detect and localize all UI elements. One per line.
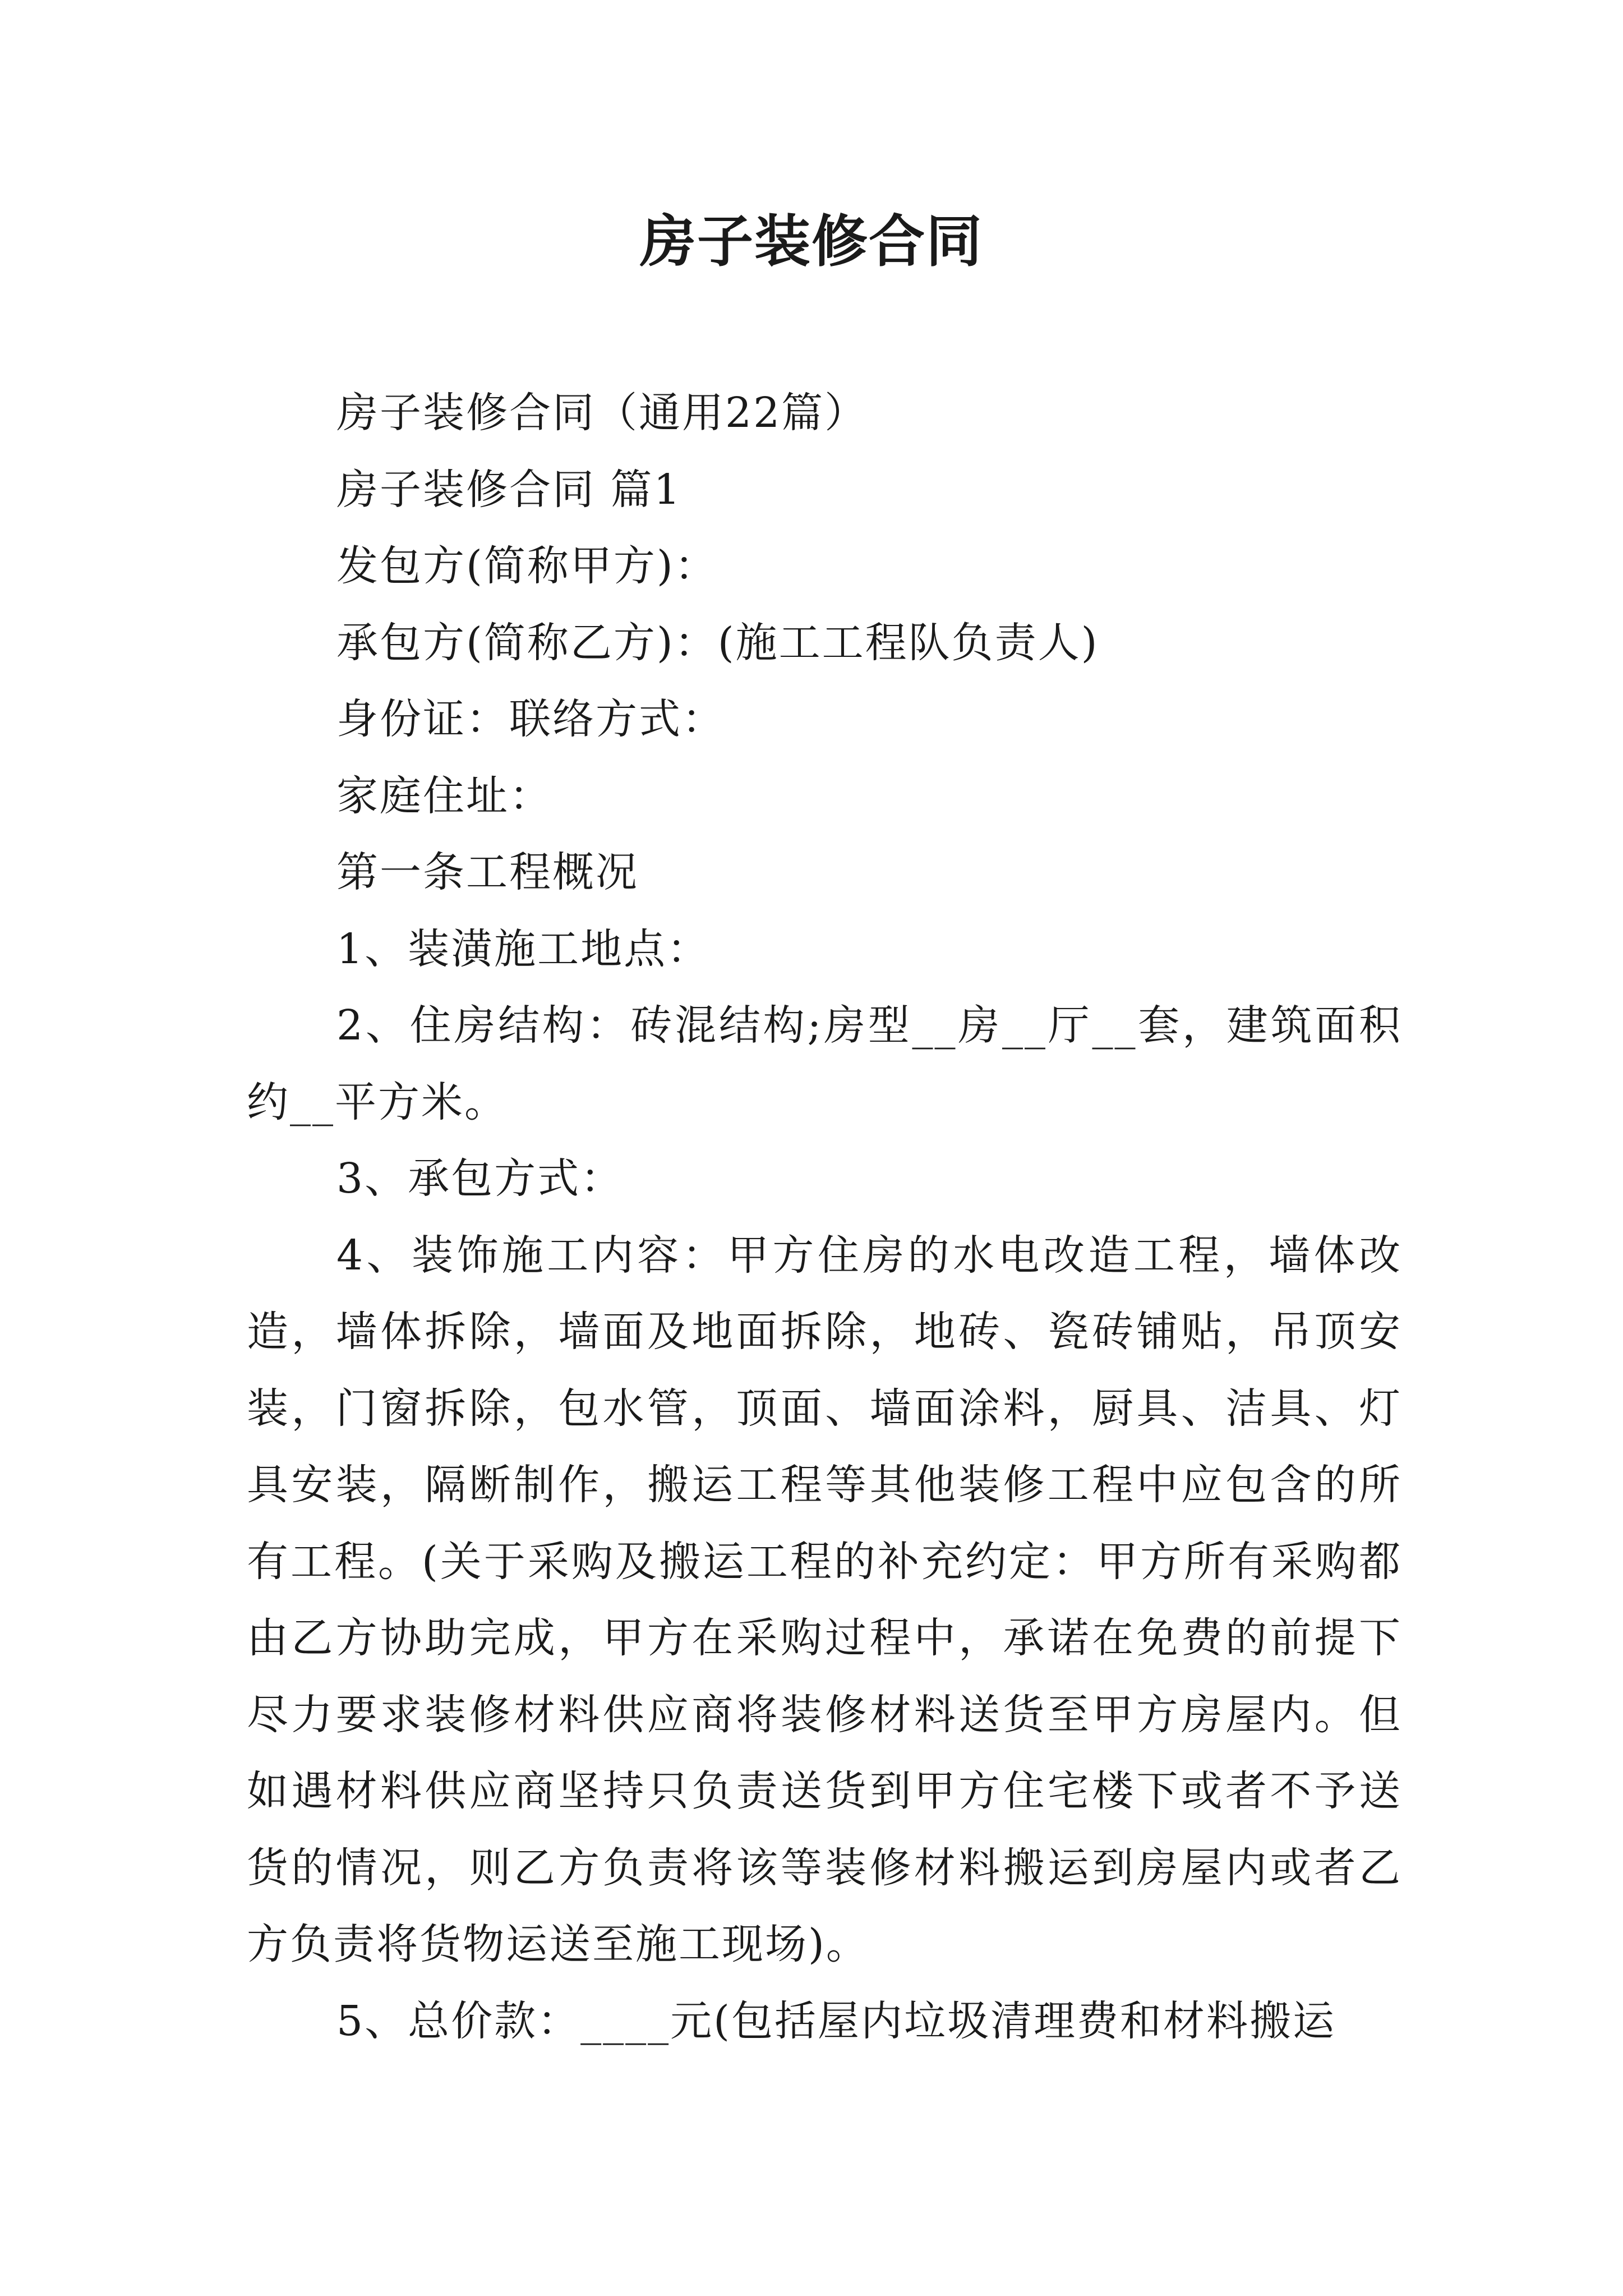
- paragraph-subtitle: 房子装修合同（通用22篇）: [336, 389, 868, 437]
- paragraph-item-3: 3、承包方式：: [336, 1154, 624, 1203]
- paragraph-home-address: 家庭住址：: [336, 771, 552, 820]
- document-title: 房子装修合同: [640, 208, 983, 274]
- paragraph-id-contact: 身份证：联络方式：: [336, 695, 725, 743]
- paragraph-party-a: 发包方(简称甲方)：: [336, 542, 718, 590]
- document-body: [247, 375, 1402, 2059]
- paragraph-item-4: 4、装饰施工内容：甲方住房的水电改造工程，墙体改造，墙体拆除，墙面及地面拆除，地砖、瓷砖铺贴，吊顶安装，门窗拆除，包水管，顶面、墙面涂料，厨具、洁具、灯具安装，隔断制作，搬运工程等其他装修工程中应包含的所有工程。(关于采购及搬运工程的补充约定：甲方所有采购都由乙方协助完成，甲方在采购过程中，承诺在免费的前提下尽力要求装修材料供应商将装修材料送货至甲方房屋内。但如遇材料供应商坚持只负责送货到甲方住宅楼下或者不予送货的情况，则乙方负责将该等装修材料搬运到房屋内或者乙方负责将货物运送至施工现场)。: [247, 1231, 1402, 1968]
- paragraph-article-one: 第一条工程概况: [336, 848, 639, 896]
- paragraph-section-heading: 房子装修合同 篇1: [336, 465, 682, 514]
- paragraph-party-b: 承包方(简称乙方)：(施工工程队负责人): [336, 618, 1099, 667]
- paragraph-item-5: 5、总价款：____元(包括屋内垃圾清理费和材料搬运: [336, 1996, 1336, 2045]
- paragraph-item-1: 1、装潢施工地点：: [336, 924, 711, 973]
- paragraph-item-2: 2、住房结构：砖混结构;房型__房__厅__套，建筑面积约__平方米。: [247, 1001, 1402, 1126]
